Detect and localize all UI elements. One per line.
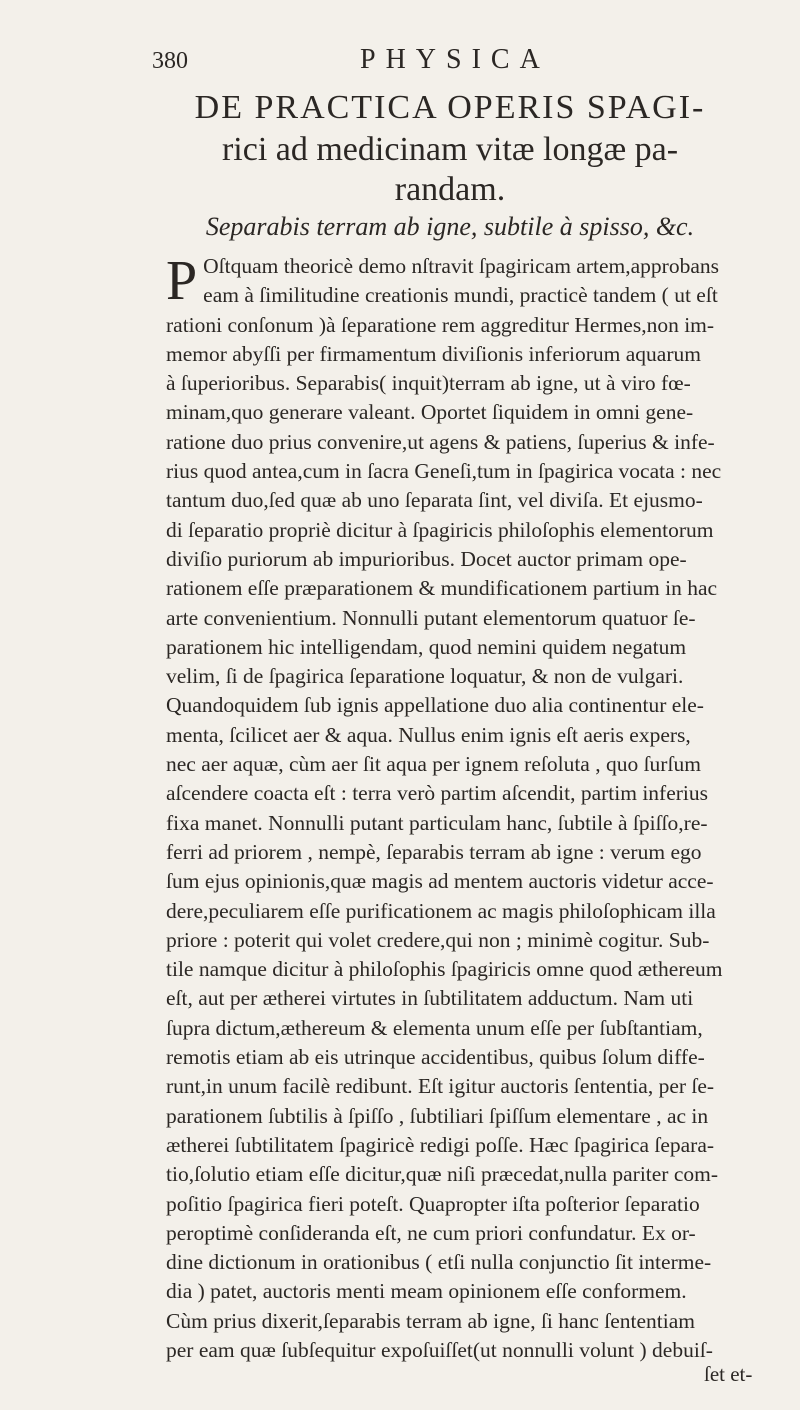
body-line: remotis etiam ab eis utrinque accidentibus, quibus ſolum diffe-: [166, 1045, 705, 1070]
body-line: per eam quæ ſubſequitur expoſuiſſet(ut nonnulli volunt ) debuiſ-: [166, 1337, 713, 1362]
body-line: tantum duo,ſed quæ ab uno ſeparata ſint, vel diviſa. Et ejusmo-: [166, 488, 703, 513]
body-line: dine dictionum in orationibus ( etſi nulla conjunctio ſit interme-: [166, 1250, 712, 1275]
body-line: fixa manet. Nonnulli putant particulam hanc, ſubtile à ſpiſſo,re-: [166, 810, 708, 835]
body-text: [166, 252, 760, 1365]
body-line: rationi conſonum )à ſeparatione rem aggreditur Hermes,non im-: [166, 312, 715, 337]
body-line: eſt, aut per ætherei virtutes in ſubtilitatem adductum. Nam uti: [166, 986, 694, 1011]
body-line: memor abyſſi per firmamentum diviſionis inferiorum aquarum: [166, 341, 701, 366]
body-line: tile namque dicitur à philoſophis ſpagiricis omne quod æthereum: [166, 957, 723, 982]
catchword: ſet et-: [704, 1362, 753, 1386]
body-line: aſcendere coacta eſt : terra verò partim aſcendit, partim inferius: [166, 781, 709, 806]
body-line: ferri ad priorem , nempè, ſeparabis terram ab igne : verum ego: [166, 839, 702, 864]
body-line: Quandoquidem ſub ignis appellatione duo alia continentur ele-: [166, 693, 704, 718]
body-line: Oſtquam theoricè demo nſtravit ſpagiricam artem,approbans: [203, 254, 719, 278]
running-head: PHYSICA: [360, 44, 550, 75]
body-lines: [166, 311, 760, 1366]
heading-line-1: DE PRACTICA OPERIS SPAGI-: [194, 89, 706, 126]
body-line: ætherei ſubtilitatem ſpagiricè redigi poſſe. Hæc ſpagirica ſepara-: [166, 1132, 715, 1157]
body-line: nec aer aquæ, cùm aer ſit aqua per ignem reſoluta , quo ſurſum: [166, 752, 701, 777]
heading-line-2: rici ad medicinam vitæ longæ pa-: [221, 131, 679, 168]
body-line: à ſuperioribus. Separabis( inquit)terram ab igne, ut à viro fœ-: [166, 371, 691, 396]
body-line: priore : poterit qui volet credere,qui non ; minimè cogitur. Sub-: [166, 927, 710, 952]
body-line: di ſeparatio propriè dicitur à ſpagiricis philoſophis elementorum: [166, 517, 714, 542]
body-line: diviſio puriorum ab impurioribus. Docet auctor primam ope-: [166, 546, 687, 571]
body-line: dere,peculiarem eſſe purificationem ac magis philoſophicam illa: [166, 898, 716, 923]
body-line: menta, ſcilicet aer & aqua. Nullus enim ignis eſt aeris expers,: [166, 722, 691, 747]
body-line: ſum ejus opinionis,quæ magis ad mentem auctoris videtur acce-: [166, 869, 714, 894]
body-line: velim, ſi de ſpagirica ſeparatione loquatur, & non de vulgari.: [166, 664, 684, 689]
body-line: runt,in unum facilè redibunt. Eſt igitur auctoris ſententia, per ſe-: [166, 1074, 715, 1099]
body-line: parationem ſubtilis à ſpiſſo , ſubtiliari ſpiſſum elementare , ac in: [166, 1103, 709, 1128]
body-line: rationem eſſe præparationem & mundificationem partium in hac: [166, 576, 718, 601]
body-line: tio,ſolutio etiam eſſe dicitur,quæ niſi præcedat,nulla pariter com-: [166, 1162, 719, 1187]
body-line: peroptimè conſideranda eſt, ne cum priori confundatur. Ex or-: [166, 1220, 696, 1245]
body-line: minam,quo generare valeant. Oportet ſiquidem in omni gene-: [166, 400, 694, 425]
heading-line-3: randam.: [394, 171, 506, 208]
drop-cap: P: [166, 250, 198, 312]
body-line: arte convenientium. Nonnulli putant elementorum quatuor ſe-: [166, 605, 696, 630]
body-line: ratione duo prius convenire,ut agens & patiens, ſuperius & infe-: [166, 429, 715, 454]
body-line: eam à ſimilitudine creationis mundi, practicè tandem ( ut eſt: [203, 283, 718, 308]
body-line: Cùm prius dixerit,ſeparabis terram ab igne, ſi hanc ſententiam: [166, 1308, 695, 1333]
subtitle: Separabis terram ab igne, subtile à spisso, &c.: [205, 212, 695, 241]
body-line: poſitio ſpagirica fieri poteſt. Quapropter iſta poſterior ſeparatio: [166, 1191, 700, 1216]
page-number: 380: [152, 48, 188, 74]
body-line: rius quod antea,cum in ſacra Geneſi,tum in ſpagirica vocata : nec: [166, 459, 722, 484]
body-line: parationem hic intelligendam, quod nemini quidem negatum: [166, 634, 687, 659]
body-line: dia ) patet, auctoris menti meam opinionem eſſe conformem.: [166, 1279, 687, 1304]
body-line: ſupra dictum,æthereum & elementa unum eſſe per ſubſtantiam,: [166, 1015, 703, 1040]
